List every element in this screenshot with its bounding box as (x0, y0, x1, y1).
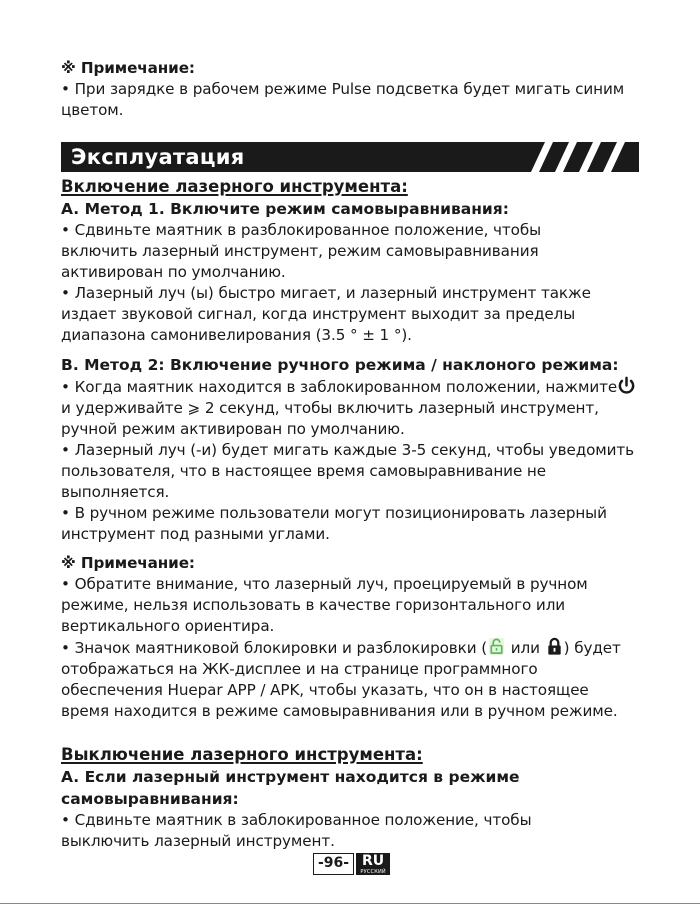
paragraph-line: • В ручном режиме пользователи могут позиционировать лазерный (61, 504, 607, 522)
power-on-section (61, 176, 641, 852)
paragraph-line: активирован по умолчанию. (61, 263, 286, 281)
paragraph-line: вертикального ориентира. (61, 617, 275, 635)
paragraph-text: • Значок маятниковой блокировки и разблокировки ( (61, 639, 488, 657)
paragraph-line: выполняется. (61, 483, 170, 501)
power-off-method-a-heading: самовыравнивания: (61, 790, 239, 808)
power-off-heading: Выключение лазерного инструмента: (61, 745, 423, 764)
paragraph-line: включить лазерный инструмент, режим самовыравнивания (61, 242, 539, 260)
paragraph-line (61, 637, 641, 659)
paragraph-line: обеспечения Huepar APP / APK, чтобы указать, что он в настоящее (61, 681, 589, 699)
paragraph-line: издает звуковой сигнал, когда инструмент выходит за пределы (61, 305, 576, 323)
paragraph-line: выключить лазерный инструмент. (61, 832, 335, 850)
note-heading: ※ Примечание: (61, 554, 195, 572)
note-heading: ※ Примечание: (61, 59, 195, 77)
bottom-divider (0, 903, 700, 904)
paragraph-text: ) будет (563, 639, 621, 657)
paragraph-line: • Лазерный луч (ы) быстро мигает, и лазерный инструмент также (61, 284, 591, 302)
page-number: -96- (313, 853, 354, 875)
paragraph-line: ручной режим активирован по умолчанию. (61, 420, 405, 438)
paragraph-line: • Обратите внимание, что лазерный луч, проецируемый в ручном (61, 575, 588, 593)
language-name: РУССКИЙ (360, 869, 386, 875)
note-line: цветом. (61, 101, 124, 119)
paragraph-line: режиме, нельзя использовать в качестве горизонтального или (61, 596, 566, 614)
method-a-heading: A. Метод 1. Включите режим самовыравнивания: (61, 200, 509, 218)
power-on-heading: Включение лазерного инструмента: (61, 177, 408, 196)
paragraph-line: отображаться на ЖК-дисплее и на странице программного (61, 660, 538, 678)
paragraph-line: время находится в режиме самовыравнивания или в ручном режиме. (61, 702, 618, 720)
page-footer (313, 853, 390, 875)
paragraph-text: или (506, 639, 545, 657)
note-line: • При зарядке в рабочем режиме Pulse подсветка будет мигать синим (61, 80, 625, 98)
paragraph-line: диапазона самонивелирования (3.5 ° ± 1 °). (61, 326, 412, 344)
paragraph-text: • Когда маятник находится в заблокированном положении, нажмите (61, 378, 618, 396)
section-title: Эксплуатация (71, 145, 245, 169)
stripe-decoration (519, 142, 639, 172)
power-icon (617, 376, 636, 395)
section-header-bar (61, 142, 639, 172)
paragraph-line: • Лазерный луч (-и) будет мигать каждые 3-5 секунд, чтобы уведомить (61, 441, 635, 459)
paragraph-line: • Сдвиньте маятник в заблокированное положение, чтобы (61, 811, 532, 829)
power-off-method-a-heading: A. Если лазерный инструмент находится в режиме (61, 768, 520, 786)
paragraph-line: пользователя, что в настоящее время самовыравнивание не (61, 462, 547, 480)
language-code: RU (362, 853, 385, 869)
paragraph-line: • Сдвиньте маятник в разблокированное положение, чтобы (61, 221, 541, 239)
paragraph-line: и удерживайте ⩾ 2 секунд, чтобы включить лазерный инструмент, (61, 399, 599, 417)
method-b-heading: B. Метод 2: Включение ручного режима / наклоного режима: (61, 356, 619, 374)
lock-icon (545, 637, 564, 656)
paragraph-line (61, 376, 641, 398)
language-badge (356, 853, 390, 875)
paragraph-line: инструмент под разными углами. (61, 525, 330, 543)
note-block-1 (61, 58, 641, 121)
unlock-icon (487, 637, 506, 656)
